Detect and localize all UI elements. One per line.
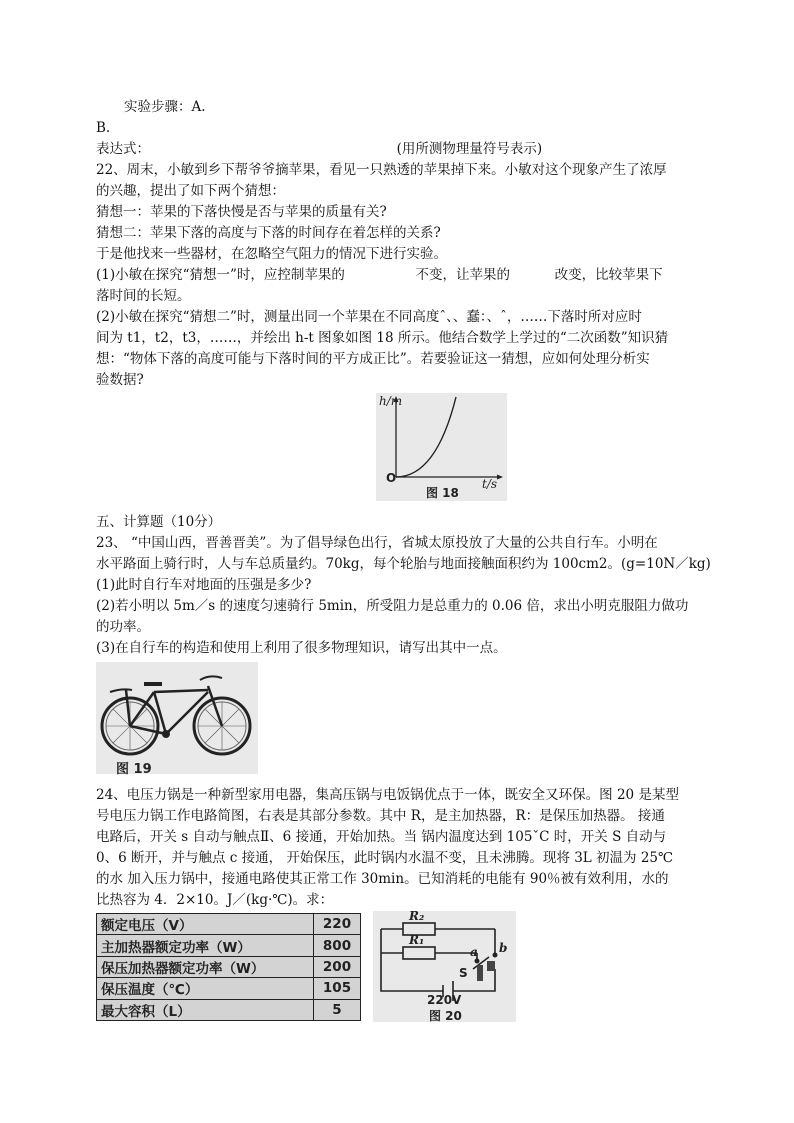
q22-line-4: 猜想二：苹果下落的高度与下落的时间存在着怎样的关系? [96, 225, 441, 241]
q23-line-2: 水平路面上骑行时，人与车总质量约。70kg，每个轮胎与地面接触面积约为 100cm2。(g=10N／kg) [96, 556, 711, 572]
q22-line-2: 的兴趣，提出了如下两个猜想： [96, 183, 285, 199]
param-value: 105 [314, 978, 361, 999]
figure-20-circuit [373, 911, 516, 1022]
table-row [97, 999, 361, 1020]
fig20-b-label: b [499, 941, 508, 955]
table-row [97, 914, 361, 935]
q22-line-6b: 不变，让苹果的 [415, 267, 511, 283]
q24-line-5: 的水 加入压力锅中，接通电路使其正常工作 30min。已知消耗的电能有 90％被有效利用，水的 [96, 871, 669, 887]
q23-line-4: (2)若小明以 5m／s 的速度匀速骑行 5min，所受阻力是总重力的 0.06 倍，求出小明克服阻力做功 [96, 598, 689, 614]
h-t-curve [396, 397, 456, 477]
param-name: 保压温度（℃） [97, 978, 314, 999]
q22-line-5: 于是他找来一些器材，在忽略空气阻力的情况下进行实验。 [96, 246, 447, 262]
steps-b: B. [96, 120, 111, 136]
fig18-xlabel: t/s [482, 477, 498, 491]
q22-line-3: 猜想一：苹果的下落快慢是否与苹果的质量有关? [96, 204, 387, 220]
figure-18 [376, 393, 507, 501]
fig20-r2-label: R₂ [409, 909, 425, 923]
fig20-r1-label: R₁ [409, 933, 425, 947]
q24-line-1: 24、电压力锅是一种新型家用电器，集高压锅与电饭锅优点于一体，既安全又环保。图 20 是某型 [96, 787, 679, 803]
q24-line-6: 比热容为 4．2×10。J／(kg·℃)。求： [96, 892, 334, 908]
q22-line-6a: (1)小敏在探究“猜想一”时，应控制苹果的 [96, 267, 345, 283]
switch-s [477, 965, 483, 981]
q22-line-8: (2)小敏在探究“猜想二”时，测量出同一个苹果在不同高度ˆ、、蠢：、ˆ，……下落时所对应时 [96, 309, 642, 325]
table-row [97, 956, 361, 977]
param-name: 最大容积（L） [97, 999, 314, 1020]
q24-line-4: 0、6 断开，并与触点 c 接通， 开始保压，此时锅内水温不变，且未沸腾。现将 3L 初温为 25℃ [96, 850, 674, 866]
fig19-caption: 图 19 [116, 762, 152, 777]
expression-label: 表达式： [96, 141, 150, 157]
param-name: 保压加热器额定功率（W） [97, 956, 314, 977]
figure-19-bicycle [96, 662, 258, 777]
param-value: 800 [314, 935, 361, 956]
section-5-heading: 五、计算题（10分） [96, 514, 222, 530]
fig20-s-label: S [459, 966, 468, 980]
q23-line-3: (1)此时自行车对地面的压强是多少? [96, 577, 312, 593]
fig18-ylabel: h/m [379, 394, 403, 408]
expression-note: (用所测物理量符号表示) [396, 141, 543, 157]
q23-line-1: 23、 “中国山西，晋善晋美”。为了倡导绿色出行，省城太原投放了大量的公共自行车。小明在 [96, 535, 658, 551]
q23-line-5: 的功率。 [96, 619, 150, 635]
expression-line [96, 139, 542, 159]
steps-a: 实验步骤：A. [124, 99, 206, 115]
q22-line-1: 22、周末，小敏到乡下帮爷爷摘苹果，看见一只熟透的苹果掉下来。小敏对这个现象产生了浓厚 [96, 162, 667, 178]
q22-line-6 [96, 265, 663, 285]
q22-line-7: 落时间的长短。 [96, 288, 191, 304]
resistor-r1 [403, 947, 435, 959]
fig20-caption: 图 20 [429, 1009, 462, 1023]
param-name: 额定电压（V） [97, 914, 314, 935]
table-row [97, 935, 361, 956]
q22-line-9: 间为 t1，t2，t3，……，并绘出 h-t 图象如图 18 所示。他结合数学上学过的“二次函数”知识猜 [96, 330, 669, 346]
param-value: 5 [314, 999, 361, 1020]
q22-line-6c: 改变，比较苹果下 [554, 267, 663, 283]
param-value: 220 [314, 914, 361, 935]
fig18-caption: 图 18 [426, 486, 459, 500]
q22-line-10: 想：“物体下落的高度可能与下落时间的平方成正比”。若要验证这一猜想，应如何处理分析实 [96, 351, 650, 367]
q24-line-2: 号电压力锅工作电路简图，右表是其部分参数。其中 R，是主加热器，R：是保压加热器。 接通 [96, 808, 665, 824]
fig18-origin: O [386, 471, 397, 485]
param-name: 主加热器额定功率（W） [97, 935, 314, 956]
table-row [97, 978, 361, 999]
fig20-a-label: a [470, 945, 478, 959]
parameter-table [96, 913, 361, 1021]
q24-line-3: 电路后，开关 s 自动与触点Ⅱ、6 接通，开始加热。当 锅内温度达到 105ˇC 时，开关 S 自动与 [96, 829, 667, 845]
q22-line-11: 验数据? [96, 372, 144, 388]
param-value: 200 [314, 956, 361, 977]
fig20-voltage-label: 220V [427, 993, 462, 1007]
q23-line-6: (3)在自行车的构造和使用上利用了很多物理知识，请写出其中一点。 [96, 640, 507, 656]
